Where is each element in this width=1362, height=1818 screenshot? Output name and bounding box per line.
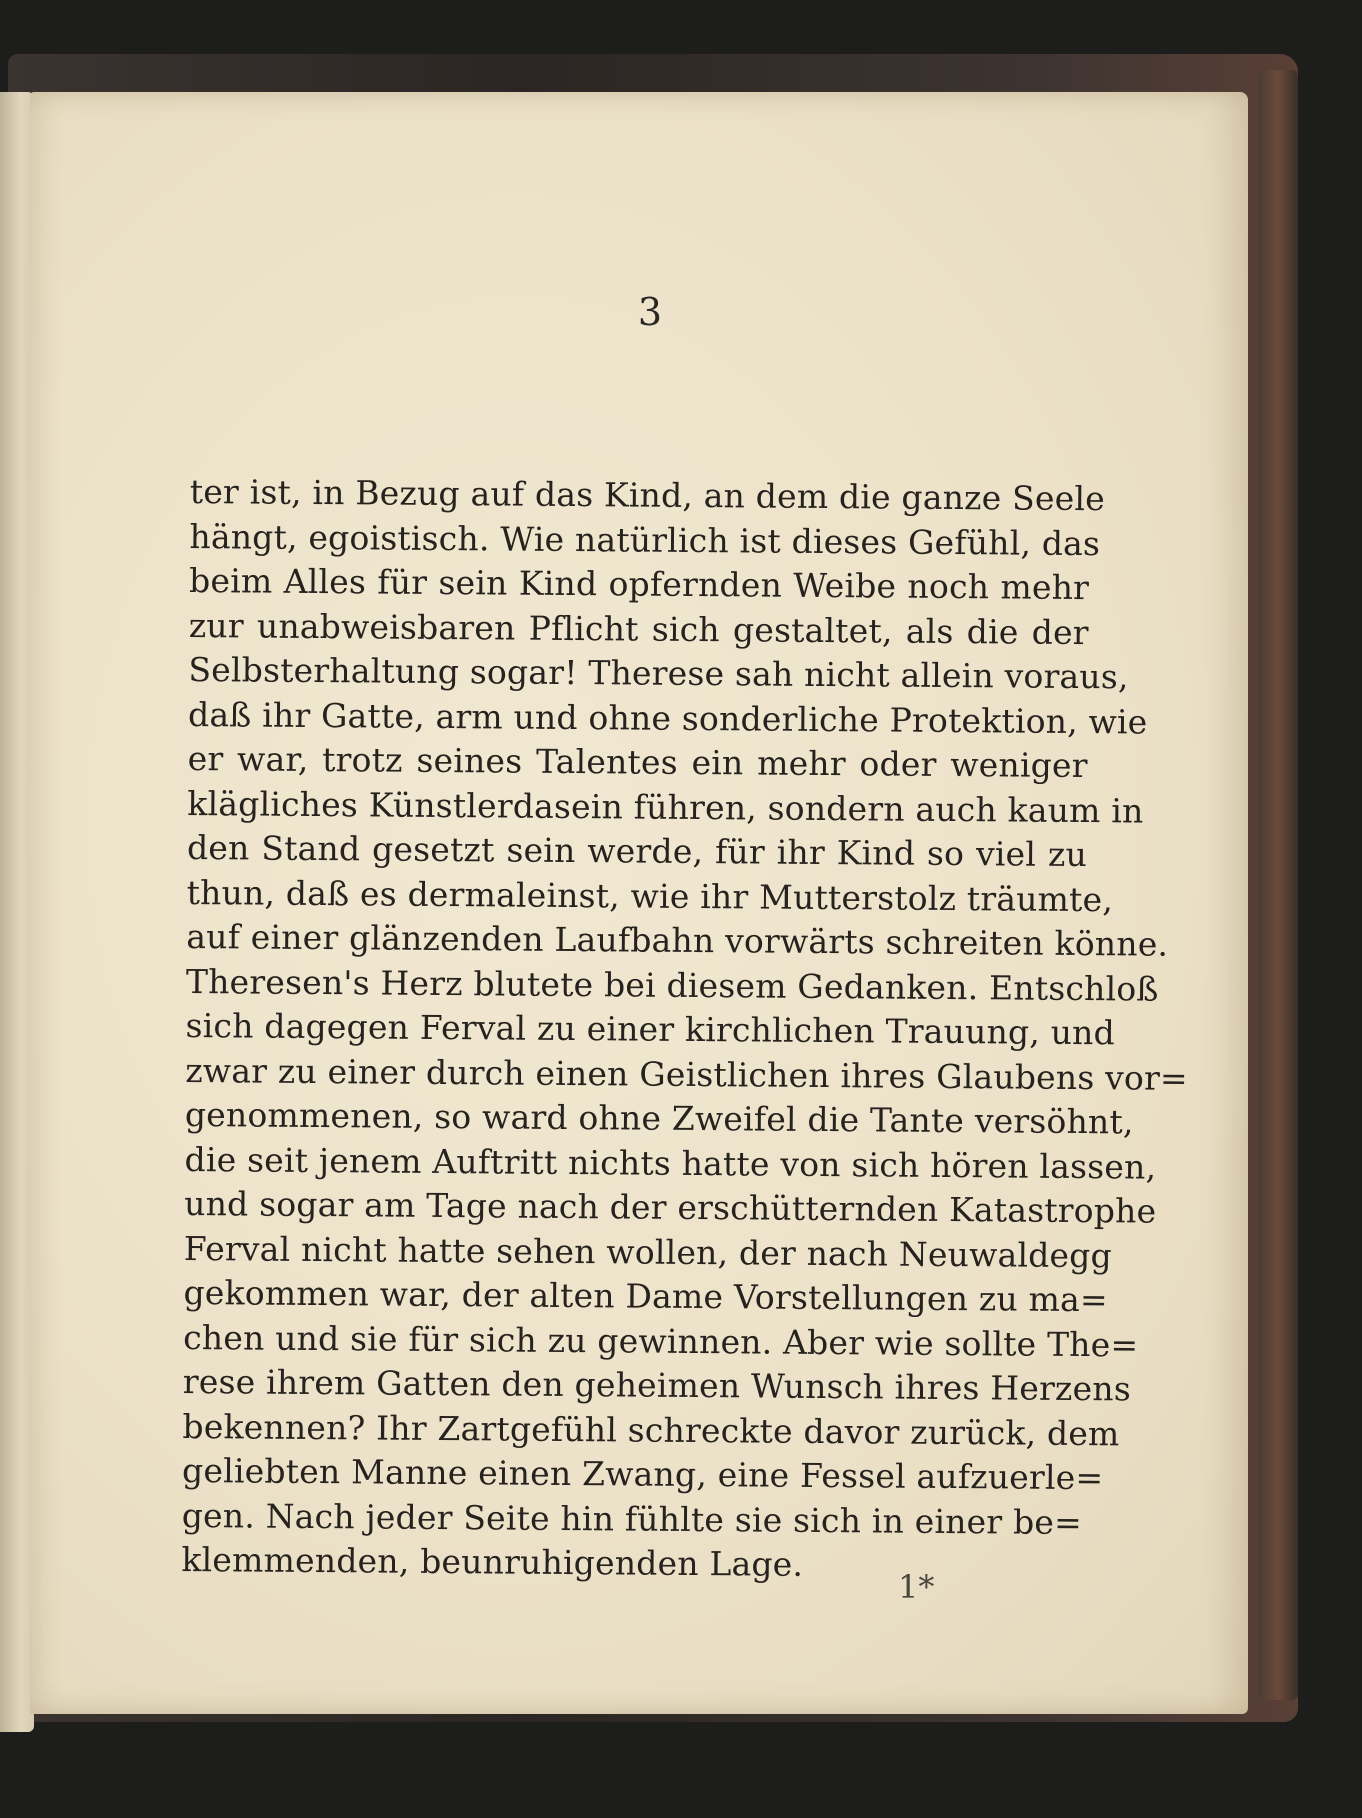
text-line: bekennen? Ihr Zartgefühl schreckte davor zurück, dem: [182, 1406, 1120, 1453]
text-line: chen und sie für sich zu gewinnen. Aber wie sollte The=: [183, 1317, 1139, 1364]
text-line: zwar zu einer durch einen Geistlichen ihres Glaubens vor=: [185, 1050, 1189, 1098]
text-line: gekommen war, der alten Dame Vorstellungen zu ma=: [183, 1272, 1108, 1320]
text-line: die seit jenem Auftritt nichts hatte von sich hören lassen,: [184, 1139, 1157, 1187]
text-line: daß ihr Gatte, arm und ohne sonderliche Protektion, wie: [187, 694, 1148, 742]
text-line: Selbsterhaltung sogar! Therese sah nicht allein voraus,: [188, 649, 1129, 697]
page-number: 3: [637, 290, 663, 334]
signature-mark: 1*: [898, 1568, 935, 1606]
text-line: sich dagegen Ferval zu einer kirchlichen Trauung, und: [185, 1005, 1116, 1053]
text-line: geliebten Manne einen Zwang, eine Fessel aufzuerle=: [181, 1450, 1104, 1498]
text-line: thun, daß es dermaleinst, wie ihr Mutterstolz träumte,: [186, 872, 1114, 919]
text-line: ter ist, in Bezug auf das Kind, an dem die ganze Seele: [189, 471, 1106, 519]
book-spine-edge: [1258, 70, 1298, 1700]
previous-page-edge: [0, 92, 34, 1732]
page-body-text: [181, 470, 1189, 1590]
text-line: zur unabweisbaren Pflicht sich gestaltet, als die der: [188, 605, 1089, 652]
text-line: hängt, egoistisch. Wie natürlich ist dieses Gefühl, das: [189, 516, 1101, 563]
text-line: klägliches Künstlerdasein führen, sondern auch kaum in: [187, 783, 1144, 830]
text-line: auf einer glänzenden Laufbahn vorwärts schreiten könne.: [186, 916, 1169, 964]
book-page: [30, 92, 1248, 1714]
text-line: klemmenden, beunruhigenden Lage.: [181, 1539, 804, 1584]
text-line: rese ihrem Gatten den geheimen Wunsch ihres Herzens: [182, 1361, 1132, 1409]
text-line: Ferval nicht hatte sehen wollen, der nach Neuwaldegg: [183, 1228, 1113, 1275]
text-line: gen. Nach jeder Seite hin fühlte sie sich in einer be=: [181, 1495, 1083, 1542]
text-line: beim Alles für sein Kind opfernden Weibe noch mehr: [188, 560, 1090, 608]
text-line: genommenen, so ward ohne Zweifel die Tante versöhnt,: [184, 1094, 1134, 1142]
text-line: Theresen's Herz blutete bei diesem Gedanken. Entschloß: [185, 961, 1159, 1009]
text-line: er war, trotz seines Talentes ein mehr oder weniger: [187, 738, 1088, 786]
text-line: den Stand gesetzt sein werde, für ihr Kind so viel zu: [186, 827, 1088, 875]
text-line: und sogar am Tage nach der erschütternden Katastrophe: [184, 1183, 1157, 1231]
